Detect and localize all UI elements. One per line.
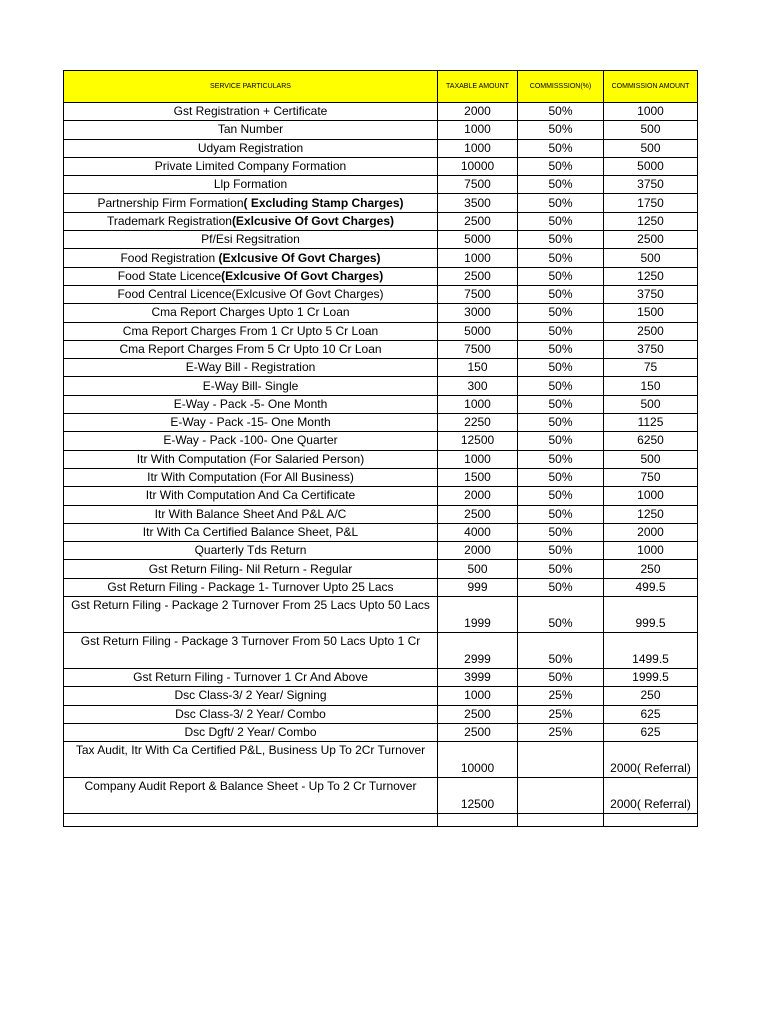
taxable-amount-cell: 10000 [438,157,518,175]
commission-amount-cell: 2000( Referral) [604,778,698,814]
taxable-amount-cell: 1000 [438,395,518,413]
taxable-amount-cell: 2250 [438,414,518,432]
commission-amount-cell: 1999.5 [604,669,698,687]
commission-amount-cell: 1125 [604,414,698,432]
service-name: E-Way - Pack -5- One Month [173,396,328,411]
commission-amount-cell: 1000 [604,487,698,505]
service-name: Private Limited Company Formation [154,159,347,174]
commission-amount-cell: 1500 [604,304,698,322]
empty-cell [438,814,518,827]
service-name-cell [64,742,438,778]
table-row [64,597,698,633]
commission-amount-cell: 6250 [604,432,698,450]
service-name: Food Registration [120,250,219,265]
service-name: E-Way Bill- Single [202,378,299,393]
taxable-amount-cell: 300 [438,377,518,395]
taxable-amount-cell: 1000 [438,687,518,705]
commission-percent-cell: 50% [518,139,604,157]
commission-amount-cell: 75 [604,359,698,377]
service-name-cell [64,139,438,157]
taxable-amount-cell: 2500 [438,723,518,741]
commission-amount-cell: 2000( Referral) [604,742,698,778]
commission-amount-cell: 500 [604,249,698,267]
empty-cell [604,814,698,827]
taxable-amount-cell: 2999 [438,633,518,669]
commission-percent-cell: 50% [518,359,604,377]
taxable-amount-cell: 5000 [438,231,518,249]
table-row [64,176,698,194]
commission-amount-cell: 1499.5 [604,633,698,669]
taxable-amount-cell: 1000 [438,249,518,267]
commission-amount-cell: 500 [604,395,698,413]
service-name: Tax Audit, Itr With Ca Certified P&L, Business Up To 2Cr Turnover [75,743,426,758]
service-name: Itr With Balance Sheet And P&L A/C [154,506,347,521]
commission-percent-cell: 50% [518,121,604,139]
service-name-cell [64,778,438,814]
commission-percent-cell: 50% [518,468,604,486]
commission-percent-cell: 50% [518,322,604,340]
service-name: Company Audit Report & Balance Sheet - Up To 2 Cr Turnover [84,779,417,794]
taxable-amount-cell: 150 [438,359,518,377]
commission-amount-cell: 3750 [604,340,698,358]
commission-percent-cell: 50% [518,414,604,432]
service-name: Quarterly Tds Return [194,543,307,558]
service-name: Llp Formation [213,177,288,192]
table-row [64,340,698,358]
commission-amount-cell: 150 [604,377,698,395]
service-name-cell [64,523,438,541]
service-name-cell [64,304,438,322]
taxable-amount-cell: 1999 [438,597,518,633]
commission-percent-cell: 50% [518,432,604,450]
service-name-note: (Exlcusive Of Govt Charges) [221,268,384,283]
commission-percent-cell: 50% [518,505,604,523]
service-name: Partnership Firm Formation [97,195,244,210]
service-name-cell [64,468,438,486]
taxable-amount-cell: 1000 [438,139,518,157]
commission-amount-cell: 1250 [604,212,698,230]
service-name: Itr With Computation (For Salaried Person) [136,451,365,466]
service-name-cell [64,432,438,450]
service-name: Trademark Registration [107,213,232,228]
commission-amount-cell: 3750 [604,176,698,194]
service-name-cell [64,340,438,358]
service-name: Food State Licence [117,268,222,283]
commission-percent-cell: 50% [518,231,604,249]
service-name: Pf/Esi Regsitration [201,232,300,247]
commission-percent-cell: 50% [518,450,604,468]
table-row [64,432,698,450]
service-name: Cma Report Charges Upto 1 Cr Loan [151,305,350,320]
empty-cell [518,814,604,827]
table-row [64,542,698,560]
taxable-amount-cell: 1500 [438,468,518,486]
service-name-note: (Exlcusive Of Govt Charges) [231,213,394,228]
service-name: Gst Return Filing - Package 3 Turnover From 50 Lacs Upto 1 Cr [80,634,421,649]
service-name-note: (Exlcusive Of Govt Charges) [218,250,381,265]
commission-percent-cell: 50% [518,542,604,560]
commission-percent-cell: 25% [518,687,604,705]
taxable-amount-cell: 7500 [438,176,518,194]
table-row [64,267,698,285]
commission-percent-cell: 50% [518,157,604,175]
service-name-cell [64,560,438,578]
table-row [64,157,698,175]
service-name-cell [64,212,438,230]
taxable-amount-cell: 12500 [438,778,518,814]
table-row [64,322,698,340]
commission-amount-cell: 2500 [604,322,698,340]
table-row [64,505,698,523]
commission-percent-cell: 25% [518,723,604,741]
service-name-cell [64,194,438,212]
service-name: E-Way - Pack -15- One Month [170,415,331,430]
table-row [64,231,698,249]
taxable-amount-cell: 1000 [438,121,518,139]
service-name-cell [64,578,438,596]
taxable-amount-cell: 2000 [438,103,518,121]
commission-percent-cell [518,778,604,814]
commission-amount-cell: 1000 [604,542,698,560]
service-name-cell [64,176,438,194]
table-row [64,285,698,303]
service-name-cell [64,322,438,340]
taxable-amount-cell: 2000 [438,542,518,560]
header-taxable-amount: TAXABLE AMOUNT [438,71,518,103]
commission-amount-cell: 500 [604,139,698,157]
table-row [64,778,698,814]
service-name-cell [64,487,438,505]
commission-amount-cell: 250 [604,560,698,578]
commission-amount-cell: 1750 [604,194,698,212]
taxable-amount-cell: 12500 [438,432,518,450]
commission-percent-cell: 50% [518,212,604,230]
service-name-cell [64,505,438,523]
service-name: Udyam Registration [197,140,304,155]
empty-row [64,814,698,827]
table-row [64,705,698,723]
commission-amount-cell: 3750 [604,285,698,303]
commission-percent-cell: 50% [518,304,604,322]
commission-percent-cell: 50% [518,340,604,358]
taxable-amount-cell: 2500 [438,267,518,285]
service-name-cell [64,249,438,267]
commission-percent-cell: 50% [518,578,604,596]
header-row [64,71,698,103]
table-row [64,304,698,322]
commission-percent-cell: 50% [518,487,604,505]
service-name-cell [64,231,438,249]
taxable-amount-cell: 2500 [438,705,518,723]
commission-percent-cell: 50% [518,103,604,121]
commission-percent-cell: 50% [518,633,604,669]
service-commission-table [63,70,698,827]
service-name-cell [64,121,438,139]
taxable-amount-cell: 5000 [438,322,518,340]
taxable-amount-cell: 3999 [438,669,518,687]
taxable-amount-cell: 7500 [438,340,518,358]
table-row [64,669,698,687]
taxable-amount-cell: 3000 [438,304,518,322]
table-row [64,578,698,596]
commission-amount-cell: 1000 [604,103,698,121]
commission-amount-cell: 625 [604,723,698,741]
commission-amount-cell: 5000 [604,157,698,175]
service-name: Gst Return Filing - Package 2 Turnover From 25 Lacs Upto 50 Lacs [71,598,430,613]
commission-amount-cell: 2500 [604,231,698,249]
commission-percent-cell: 50% [518,194,604,212]
service-name: Cma Report Charges From 1 Cr Upto 5 Cr Loan [122,323,379,338]
commission-amount-cell: 500 [604,121,698,139]
table-row [64,395,698,413]
service-name-note: ( Excluding Stamp Charges) [243,195,404,210]
service-name: Cma Report Charges From 5 Cr Upto 10 Cr Loan [119,342,382,356]
table-row [64,414,698,432]
table-row [64,723,698,741]
table-row [64,450,698,468]
taxable-amount-cell: 1000 [438,450,518,468]
commission-percent-cell: 50% [518,395,604,413]
commission-amount-cell: 2000 [604,523,698,541]
service-name: Itr With Ca Certified Balance Sheet, P&L [142,524,359,539]
commission-percent-cell: 50% [518,523,604,541]
commission-percent-cell: 50% [518,560,604,578]
service-name: Dsc Dgft/ 2 Year/ Combo [184,725,317,740]
commission-amount-cell: 1250 [604,267,698,285]
table-row [64,487,698,505]
service-name-cell [64,103,438,121]
service-name-cell [64,395,438,413]
service-name: Dsc Class-3/ 2 Year/ Signing [174,688,327,703]
table-row [64,212,698,230]
taxable-amount-cell: 999 [438,578,518,596]
taxable-amount-cell: 7500 [438,285,518,303]
table-row [64,194,698,212]
service-name: Gst Return Filing - Package 1- Turnover Upto 25 Lacs [107,579,394,594]
commission-percent-cell: 25% [518,705,604,723]
table-row [64,359,698,377]
commission-percent-cell: 50% [518,176,604,194]
taxable-amount-cell: 2000 [438,487,518,505]
commission-amount-cell: 499.5 [604,578,698,596]
taxable-amount-cell: 2500 [438,505,518,523]
table-row [64,523,698,541]
service-name-cell [64,669,438,687]
taxable-amount-cell: 10000 [438,742,518,778]
commission-amount-cell: 625 [604,705,698,723]
service-name-cell [64,157,438,175]
commission-percent-cell: 50% [518,249,604,267]
commission-percent-cell: 50% [518,669,604,687]
header-commission-amount: COMMISSION AMOUNT [604,71,698,103]
table-row [64,377,698,395]
commission-percent-cell [518,742,604,778]
table-row [64,139,698,157]
service-name: Gst Return Filing - Turnover 1 Cr And Above [133,670,368,685]
commission-percent-cell: 50% [518,267,604,285]
commission-percent-cell: 50% [518,597,604,633]
service-name: E-Way Bill - Registration [185,360,316,375]
service-name: Gst Return Filing- Nil Return - Regular [148,561,353,576]
commission-amount-cell: 750 [604,468,698,486]
table-row [64,103,698,121]
service-name: Dsc Class-3/ 2 Year/ Combo [175,706,326,721]
taxable-amount-cell: 4000 [438,523,518,541]
service-name: Itr With Computation And Ca Certificate [145,488,356,503]
table-row [64,560,698,578]
service-name: Gst Registration + Certificate [173,104,328,119]
empty-cell [64,814,438,827]
service-name-cell [64,267,438,285]
service-name-cell [64,414,438,432]
service-name-cell [64,542,438,560]
service-name-cell [64,633,438,669]
taxable-amount-cell: 3500 [438,194,518,212]
service-name: Itr With Computation (For All Business) [147,470,354,485]
taxable-amount-cell: 500 [438,560,518,578]
table-row [64,468,698,486]
commission-amount-cell: 250 [604,687,698,705]
service-name-cell [64,597,438,633]
commission-amount-cell: 999.5 [604,597,698,633]
service-name-cell [64,377,438,395]
service-name: Food Central Licence(Exlcusive Of Govt Charges) [117,287,384,302]
service-name-cell [64,450,438,468]
table-row [64,742,698,778]
commission-percent-cell: 50% [518,377,604,395]
table-row [64,633,698,669]
table-row [64,249,698,267]
table-row [64,687,698,705]
service-name: Tan Number [217,122,284,137]
service-name-cell [64,705,438,723]
table-row [64,121,698,139]
taxable-amount-cell: 2500 [438,212,518,230]
commission-amount-cell: 500 [604,450,698,468]
service-name-cell [64,687,438,705]
service-name-cell [64,359,438,377]
service-name-cell [64,723,438,741]
header-commission-percent: COMMISSSION(%) [518,71,604,103]
header-service-particulars: SERVICE PARTICULARS [64,71,438,103]
commission-percent-cell: 50% [518,285,604,303]
service-name-cell [64,285,438,303]
service-name: E-Way - Pack -100- One Quarter [163,433,338,448]
commission-amount-cell: 1250 [604,505,698,523]
